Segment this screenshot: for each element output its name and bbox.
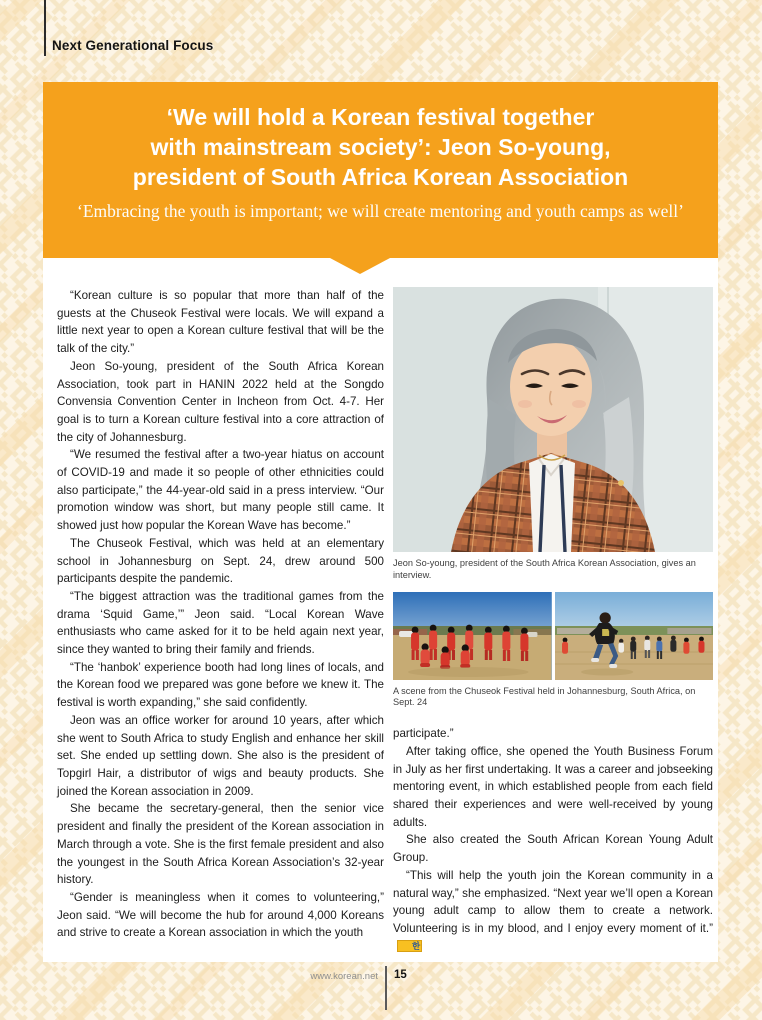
paragraph: The Chuseok Festival, which was held at an elementary school in Johannesburg on Sept. 24, drew around 500 participants despite the pandemic. (57, 536, 384, 586)
article-subtitle: ‘Embracing the youth is important; we will create mentoring and youth camps as well’ (77, 201, 684, 221)
paragraph: “The ‘hanbok’ experience booth had long lines of locals, and the Korean food we prepared was gone before we knew it. The festival is worth expanding,” she said confidently. (57, 660, 384, 710)
paragraph: She also created the South African Korean Young Adult Group. (393, 833, 713, 865)
paragraph: After taking office, she opened the Youth Business Forum in July as her first undertaking. It was a career and jobseeking mentoring event, in which established people from each field shared their experiences and were well-received by young adults. (393, 744, 713, 829)
festival-photo-row (393, 592, 713, 680)
final-paragraph-text: “This will help the youth join the Korean community in a natural way,” she emphasized. “Next year we’ll open a Korean young adult camp to allow them to create a network. Volunteering is in my blood, and I enjoy every moment of it.” (393, 868, 713, 935)
article-title: ‘We will hold a Korean festival together with mainstream society’: Jeon So-young, president of South Africa Korean Association (132, 104, 629, 190)
paragraph: “Korean culture is so popular that more than half of the guests at the Chuseok Festival were locals. We will expand a little next year to open a Korean culture festival that will be the talk of the city.” (57, 289, 384, 356)
kicker-rule (44, 0, 46, 56)
right-column (393, 287, 713, 955)
footer-page-number: 15 (394, 969, 407, 981)
paragraph-continuation: participate.” (393, 727, 454, 741)
paragraph: Jeon was an office worker for around 10 years, after which she went to South Africa to study English and enhance her skill set. She ended up settling down. She also is the president of Topgirl Hair, a distributor of wigs and beauty products. She joined the Korean association in 2009. (57, 713, 384, 798)
end-of-article-mark: 한 (397, 940, 422, 952)
headline-banner (43, 82, 718, 258)
section-kicker: Next Generational Focus (52, 38, 214, 53)
paragraph-final (393, 867, 713, 956)
running-game-photo (555, 592, 714, 680)
portrait-photo (393, 287, 713, 552)
festival-caption: A scene from the Chuseok Festival held in Johannesburg, South Africa, on Sept. 24 (393, 685, 696, 708)
paragraph: “We resumed the festival after a two-year hiatus on account of COVID-19 and made it so people of other ethnicities could also participate,” the 44-year-old said in a press interview. “Our promotion window was short, but many people still came. It showed just how popular the Korean Wave has become.” (57, 448, 384, 533)
portrait-caption: Jeon So-young, president of the South Africa Korean Association, gives an interview. (393, 558, 696, 580)
paragraph: Jeon So-young, president of the South Africa Korean Association, took part in HANIN 2022 held at the Songdo Convensia Convention Center in Incheon from Oct. 4-7. Her goal is to turn a Korean culture festival into a core attraction of the city of Johannesburg. (57, 359, 384, 444)
left-column (57, 287, 384, 942)
footer-divider (385, 966, 387, 1010)
banner-notch (330, 258, 390, 274)
footer-site-url: www.korean.net (310, 971, 378, 982)
paragraph: “Gender is meaningless when it comes to volunteering,” Jeon said. “We will become the hub for around 4,000 Koreans and strive to create a Korean association in which the youth (57, 890, 384, 940)
right-column-text (393, 725, 713, 955)
paragraph: “The biggest attraction was the traditional games from the drama ‘Squid Game,’” Jeon said. “Local Korean Wave enthusiasts who came asked for it to be held again next year, since they wanted to bring their family and friends. (57, 589, 384, 657)
paragraph: She became the secretary-general, then the senior vice president and finally the president of the Korean association in March through a vote. She is the first female president and also the youngest in the South Africa Korean Association’s 32-year history. (57, 802, 384, 887)
squid-game-guards-photo (393, 592, 552, 680)
